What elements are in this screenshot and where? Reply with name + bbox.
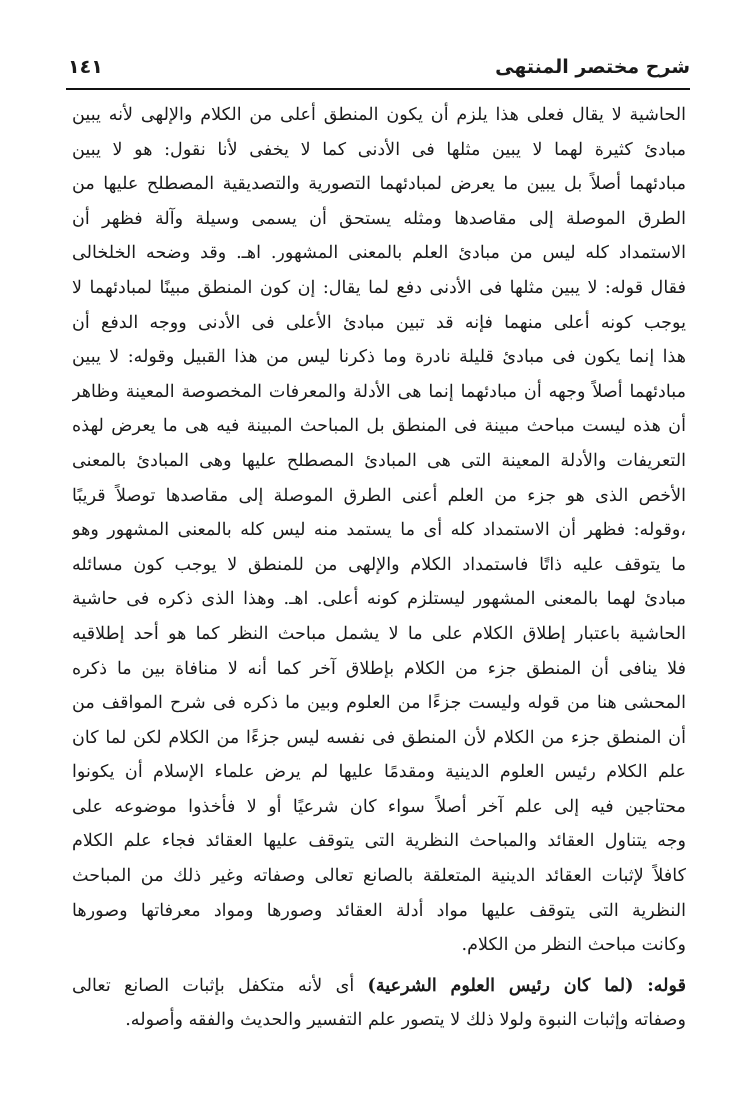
running-title: شرح مختصر المنتهى [495,56,690,78]
lemma-label: قوله: [633,974,686,996]
text-line: ما يتوقف عليه ذاتًا فاستمداد الكلام والإلهى من للمنطق لا يوجب كون مسائله [72,554,686,575]
text-line: الحاشية لا يقال فعلى هذا يلزم أن يكون المنطق أعلى من الكلام والإلهى لأنه يبين [72,105,686,125]
text-line: وصفاته وإثبات النبوة ولولا ذلك لا يتصور علم التفسير والحديث والفقه وأصوله. [125,1010,686,1031]
text-line: وكانت مباحث النظر من الكلام. [461,935,686,956]
text-line: أن المنطق جزء من الكلام لأن المنطق فى نفسه ليس جزءًا من الكلام لكن لما كان [72,727,686,748]
text-line: الاستمداد كله ليس من مبادئ العلم بالمعنى المشهور. اهـ. وقد وضحه الخلخالى [72,243,686,264]
text-line: أن هذه ليست مباحث مبينة فى المنطق بل المباحث المبينة فيه هى ما يعرض لهذه [72,416,686,437]
text-line: ،وقوله: فظهر أن الاستمداد كله أى ما يستمد منه ليس كله بالمعنى المشهور وهو [72,520,686,541]
header-rule [66,88,690,90]
paragraph-1 [72,98,686,963]
paragraph-2 [72,969,686,1038]
text-line: الأخص الذى هو جزء من العلم أعنى الطرق الموصلة إلى مقاصدها توصلاً قريبًا [72,485,686,506]
text-line: فقال قوله: لا يبين مثلها فى الأدنى دفع لما يقال: إن كون المنطق مبينًا لمبادئهما لا [72,277,686,298]
lemma-commentary: أى لأنه متكفل بإثبات الصانع تعالى [72,975,368,996]
text-line: مبادئ لهما بالمعنى المشهور ليستلزم كونه أعلى. اهـ. وهذا الذى ذكره فى حاشية [72,589,686,610]
text-line: الحاشية باعتبار إطلاق الكلام على ما لا يشمل مباحث النظر كما هو أحد إطلاقيه [72,623,686,644]
text-line: كافلاً لإثبات العقائد الدينية المتعلقة بالصانع تعالى وصفاته وغير ذلك من المباحث [72,866,686,887]
text-line: هذا إنما يكون فى مبادئ قليلة نادرة وما ذكرنا ليس من هذا القبيل وقوله: لا يبين [72,347,686,368]
commentary-line [72,969,686,1004]
text-line: فلا ينافى أن المنطق جزء من الكلام بإطلاق آخر كما أنه لا منافاة بين ما ذكره [72,658,686,679]
text-line: مبادئهما أصلاً بل يبين ما يعرض لمبادئهما التصورية والتصديقية المصطلح عليها من [72,174,686,195]
text-line: المحشى هنا من قوله وليست جزءًا من العلوم وبين ما ذكره فى شرح المواقف من [72,693,686,714]
text-line: يوجب كونه أعلى منهما فإنه قد تبين مبادئ الأعلى فى الأدنى ووجه الدفع أن [72,312,686,333]
text-line: مبادئهما أصلاً وجهه أن مبادئهما إنما هى الأدلة والمعرفات المخصوصة المعينة وظاهر [72,381,686,402]
text-line: علم الكلام رئيس العلوم الدينية ومقدمًا عليها لم يرض علماء الإسلام أن يكونوا [72,762,686,783]
text-line: النظرية التى يتوقف عليها مواد أدلة العقائد وصورها ومواد معرفاتها وصورها [72,900,686,921]
page-number: ١٤١ [68,56,103,78]
page-header [66,54,690,88]
body-text [72,98,686,1038]
text-line: مبادئ كثيرة لهما لا يبين مثلها فى الأدنى كما لا يخفى لأنا نقول: هو لا يبين [72,139,686,160]
text-line: الطرق الموصلة إلى مقاصدها ومثله يستحق أن يسمى وسيلة وآلة فظهر أن [72,208,686,229]
lemma-quote: (لما كان رئيس العلوم الشرعية) [367,974,634,996]
text-line: وجه يتناول العقائد والمباحث النظرية التى يتوقف عليها العقائد فجاء علم الكلام [72,831,686,852]
text-line: محتاجين فيه إلى علم آخر أصلاً سواء كان شرعيًا أو لا فأخذوا موضوعه على [72,796,686,817]
text-line: التعريفات والأدلة المعينة التى هى المبادئ المصطلح عليها وهى المبادئ بالمعنى [72,450,686,471]
